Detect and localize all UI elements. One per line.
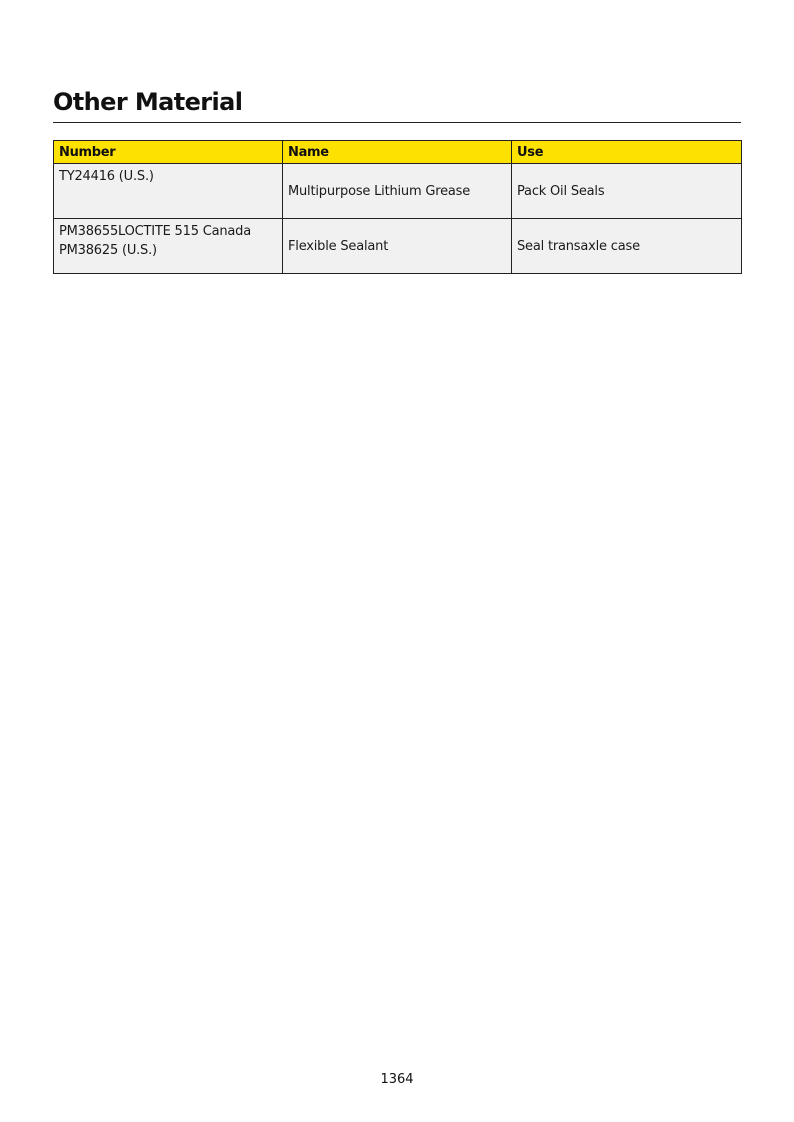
cell-name: Multipurpose Lithium Grease <box>283 164 512 219</box>
title-divider <box>53 122 741 123</box>
cell-number <box>54 164 283 219</box>
part-number-line: PM38655LOCTITE 515 Canada <box>59 224 251 239</box>
column-header-number: Number <box>54 141 283 164</box>
cell-number <box>54 219 283 274</box>
part-number-line: PM38625 (U.S.) <box>59 243 157 258</box>
table-row <box>54 164 742 219</box>
table-row <box>54 219 742 274</box>
column-header-use: Use <box>512 141 742 164</box>
other-material-table <box>53 140 742 274</box>
part-number-line: TY24416 (U.S.) <box>59 169 154 184</box>
cell-name: Flexible Sealant <box>283 219 512 274</box>
column-header-name: Name <box>283 141 512 164</box>
cell-use: Seal transaxle case <box>512 219 742 274</box>
page-title: Other Material <box>53 88 243 116</box>
page-number: 1364 <box>380 1072 414 1087</box>
cell-use: Pack Oil Seals <box>512 164 742 219</box>
table-header-row <box>54 141 742 164</box>
